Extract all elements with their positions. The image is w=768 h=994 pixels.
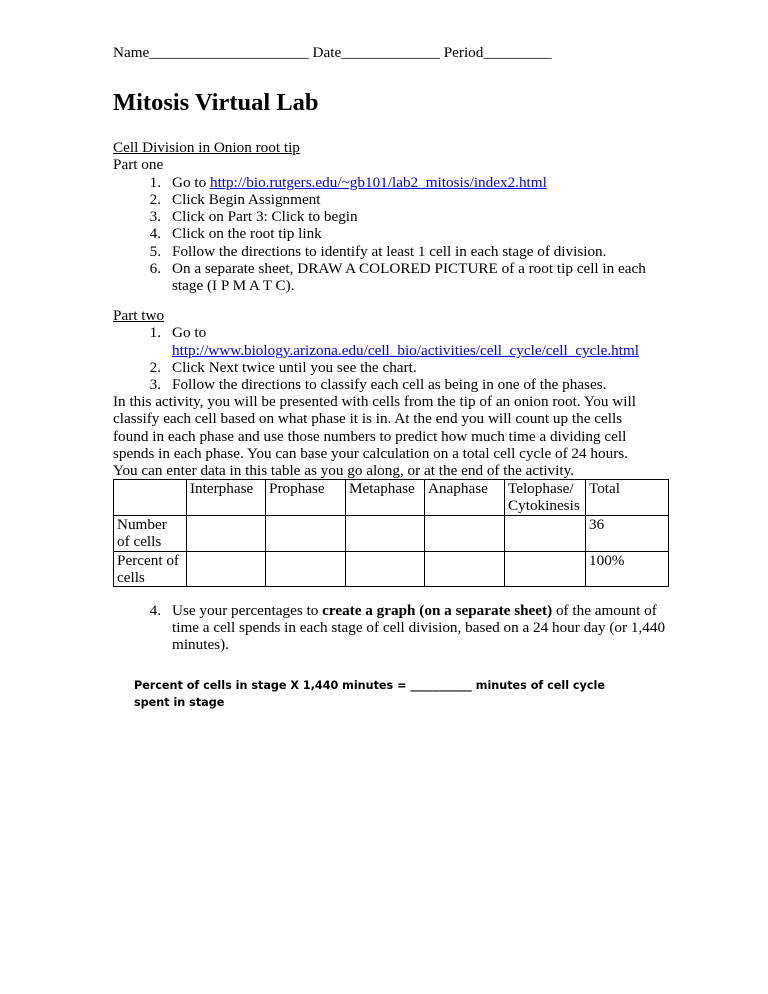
period-field[interactable]: _________	[483, 44, 552, 61]
part-two-label: Part two	[113, 307, 165, 324]
date-field[interactable]: _____________	[341, 44, 440, 61]
total-count-cell: 36	[586, 515, 669, 551]
paragraph-line: In this activity, you will be presented with cells from the tip of an onion root. You will	[113, 393, 636, 410]
formula-answer-blank[interactable]: ___________	[410, 679, 472, 692]
row-label-percent-of-cells: Percent of cells	[114, 551, 187, 587]
header-cell-empty	[114, 480, 187, 516]
part-one-step-5: 5. Follow the directions to identify at least 1 cell in each stage of division.	[149, 243, 607, 260]
part-one-step-4: 4. Click on the root tip link	[149, 225, 322, 242]
period-label: Period	[443, 44, 484, 61]
metaphase-percent-cell[interactable]	[346, 551, 425, 587]
part-two-step-1: 1. Go to	[149, 324, 207, 341]
interphase-percent-cell[interactable]	[187, 551, 266, 587]
paragraph-line: found in each phase and use those numbers to predict how much time a dividing cell	[113, 428, 627, 445]
part-two-step-4: 4. Use your percentages to create a graph (on a separate sheet) of the amount of	[149, 602, 657, 619]
header-telophase-cytokinesis: Telophase/ Cytokinesis	[505, 480, 586, 516]
cell-phase-table	[113, 479, 669, 587]
paragraph-line: You can enter data in this table as you go along, or at the end of the activity.	[113, 462, 574, 479]
anaphase-count-cell[interactable]	[425, 515, 505, 551]
name-label: Name	[113, 44, 150, 61]
row-label-number-of-cells: Number of cells	[114, 515, 187, 551]
header-total: Total	[586, 480, 669, 516]
part-two-step-4-line3: minutes).	[172, 636, 229, 653]
prophase-percent-cell[interactable]	[266, 551, 346, 587]
part-two-step-2: 2. Click Next twice until you see the chart.	[149, 359, 417, 376]
date-label: Date	[312, 44, 342, 61]
header-anaphase: Anaphase	[425, 480, 505, 516]
part-two-step-3: 3. Follow the directions to classify each cell as being in one of the phases.	[149, 376, 607, 393]
name-field[interactable]: _____________________	[149, 44, 309, 61]
header-metaphase: Metaphase	[346, 480, 425, 516]
telophase-count-cell[interactable]	[505, 515, 586, 551]
table-row	[114, 551, 669, 587]
header-prophase: Prophase	[266, 480, 346, 516]
paragraph-line: classify each cell based on what phase it is in. At the end you will count up the cells	[113, 410, 623, 427]
part-one-label: Part one	[113, 156, 164, 173]
page-title: Mitosis Virtual Lab	[113, 89, 319, 116]
anaphase-percent-cell[interactable]	[425, 551, 505, 587]
part-one-step-3: 3. Click on Part 3: Click to begin	[149, 208, 358, 225]
paragraph-line: spends in each phase. You can base your calculation on a total cell cycle of 24 hours.	[113, 445, 628, 462]
table-row	[114, 515, 669, 551]
formula-line-2: spent in stage	[134, 696, 225, 709]
rutgers-link[interactable]: http://bio.rutgers.edu/~gb101/lab2_mitosis/index2.html	[209, 174, 547, 191]
interphase-count-cell[interactable]	[187, 515, 266, 551]
telophase-percent-cell[interactable]	[505, 551, 586, 587]
total-percent-cell: 100%	[586, 551, 669, 587]
part-two-step-1-link-line	[172, 342, 639, 359]
part-one-step-6-cont: stage (I P M A T C).	[172, 277, 295, 294]
table-header-row	[114, 480, 669, 516]
metaphase-count-cell[interactable]	[346, 515, 425, 551]
part-one-step-1: 1. Go to http://bio.rutgers.edu/~gb101/lab2_mitosis/index2.html	[149, 174, 547, 191]
section-heading: Cell Division in Onion root tip	[113, 139, 300, 156]
part-one-step-2: 2. Click Begin Assignment	[149, 191, 321, 208]
part-one-step-6: 6. On a separate sheet, DRAW A COLORED PICTURE of a root tip cell in each	[149, 260, 646, 277]
graph-instruction-bold: create a graph (on a separate sheet)	[322, 602, 553, 619]
header-interphase: Interphase	[187, 480, 266, 516]
student-info-line	[113, 44, 552, 61]
arizona-link[interactable]: http://www.biology.arizona.edu/cell_bio/activities/cell_cycle/cell_cycle.html	[172, 342, 639, 359]
prophase-count-cell[interactable]	[266, 515, 346, 551]
part-two-step-4-line2: time a cell spends in each stage of cell division, based on a 24 hour day (or 1,440	[172, 619, 666, 636]
formula-line-1: Percent of cells in stage X 1,440 minutes = ___________ minutes of cell cycle	[134, 679, 605, 692]
